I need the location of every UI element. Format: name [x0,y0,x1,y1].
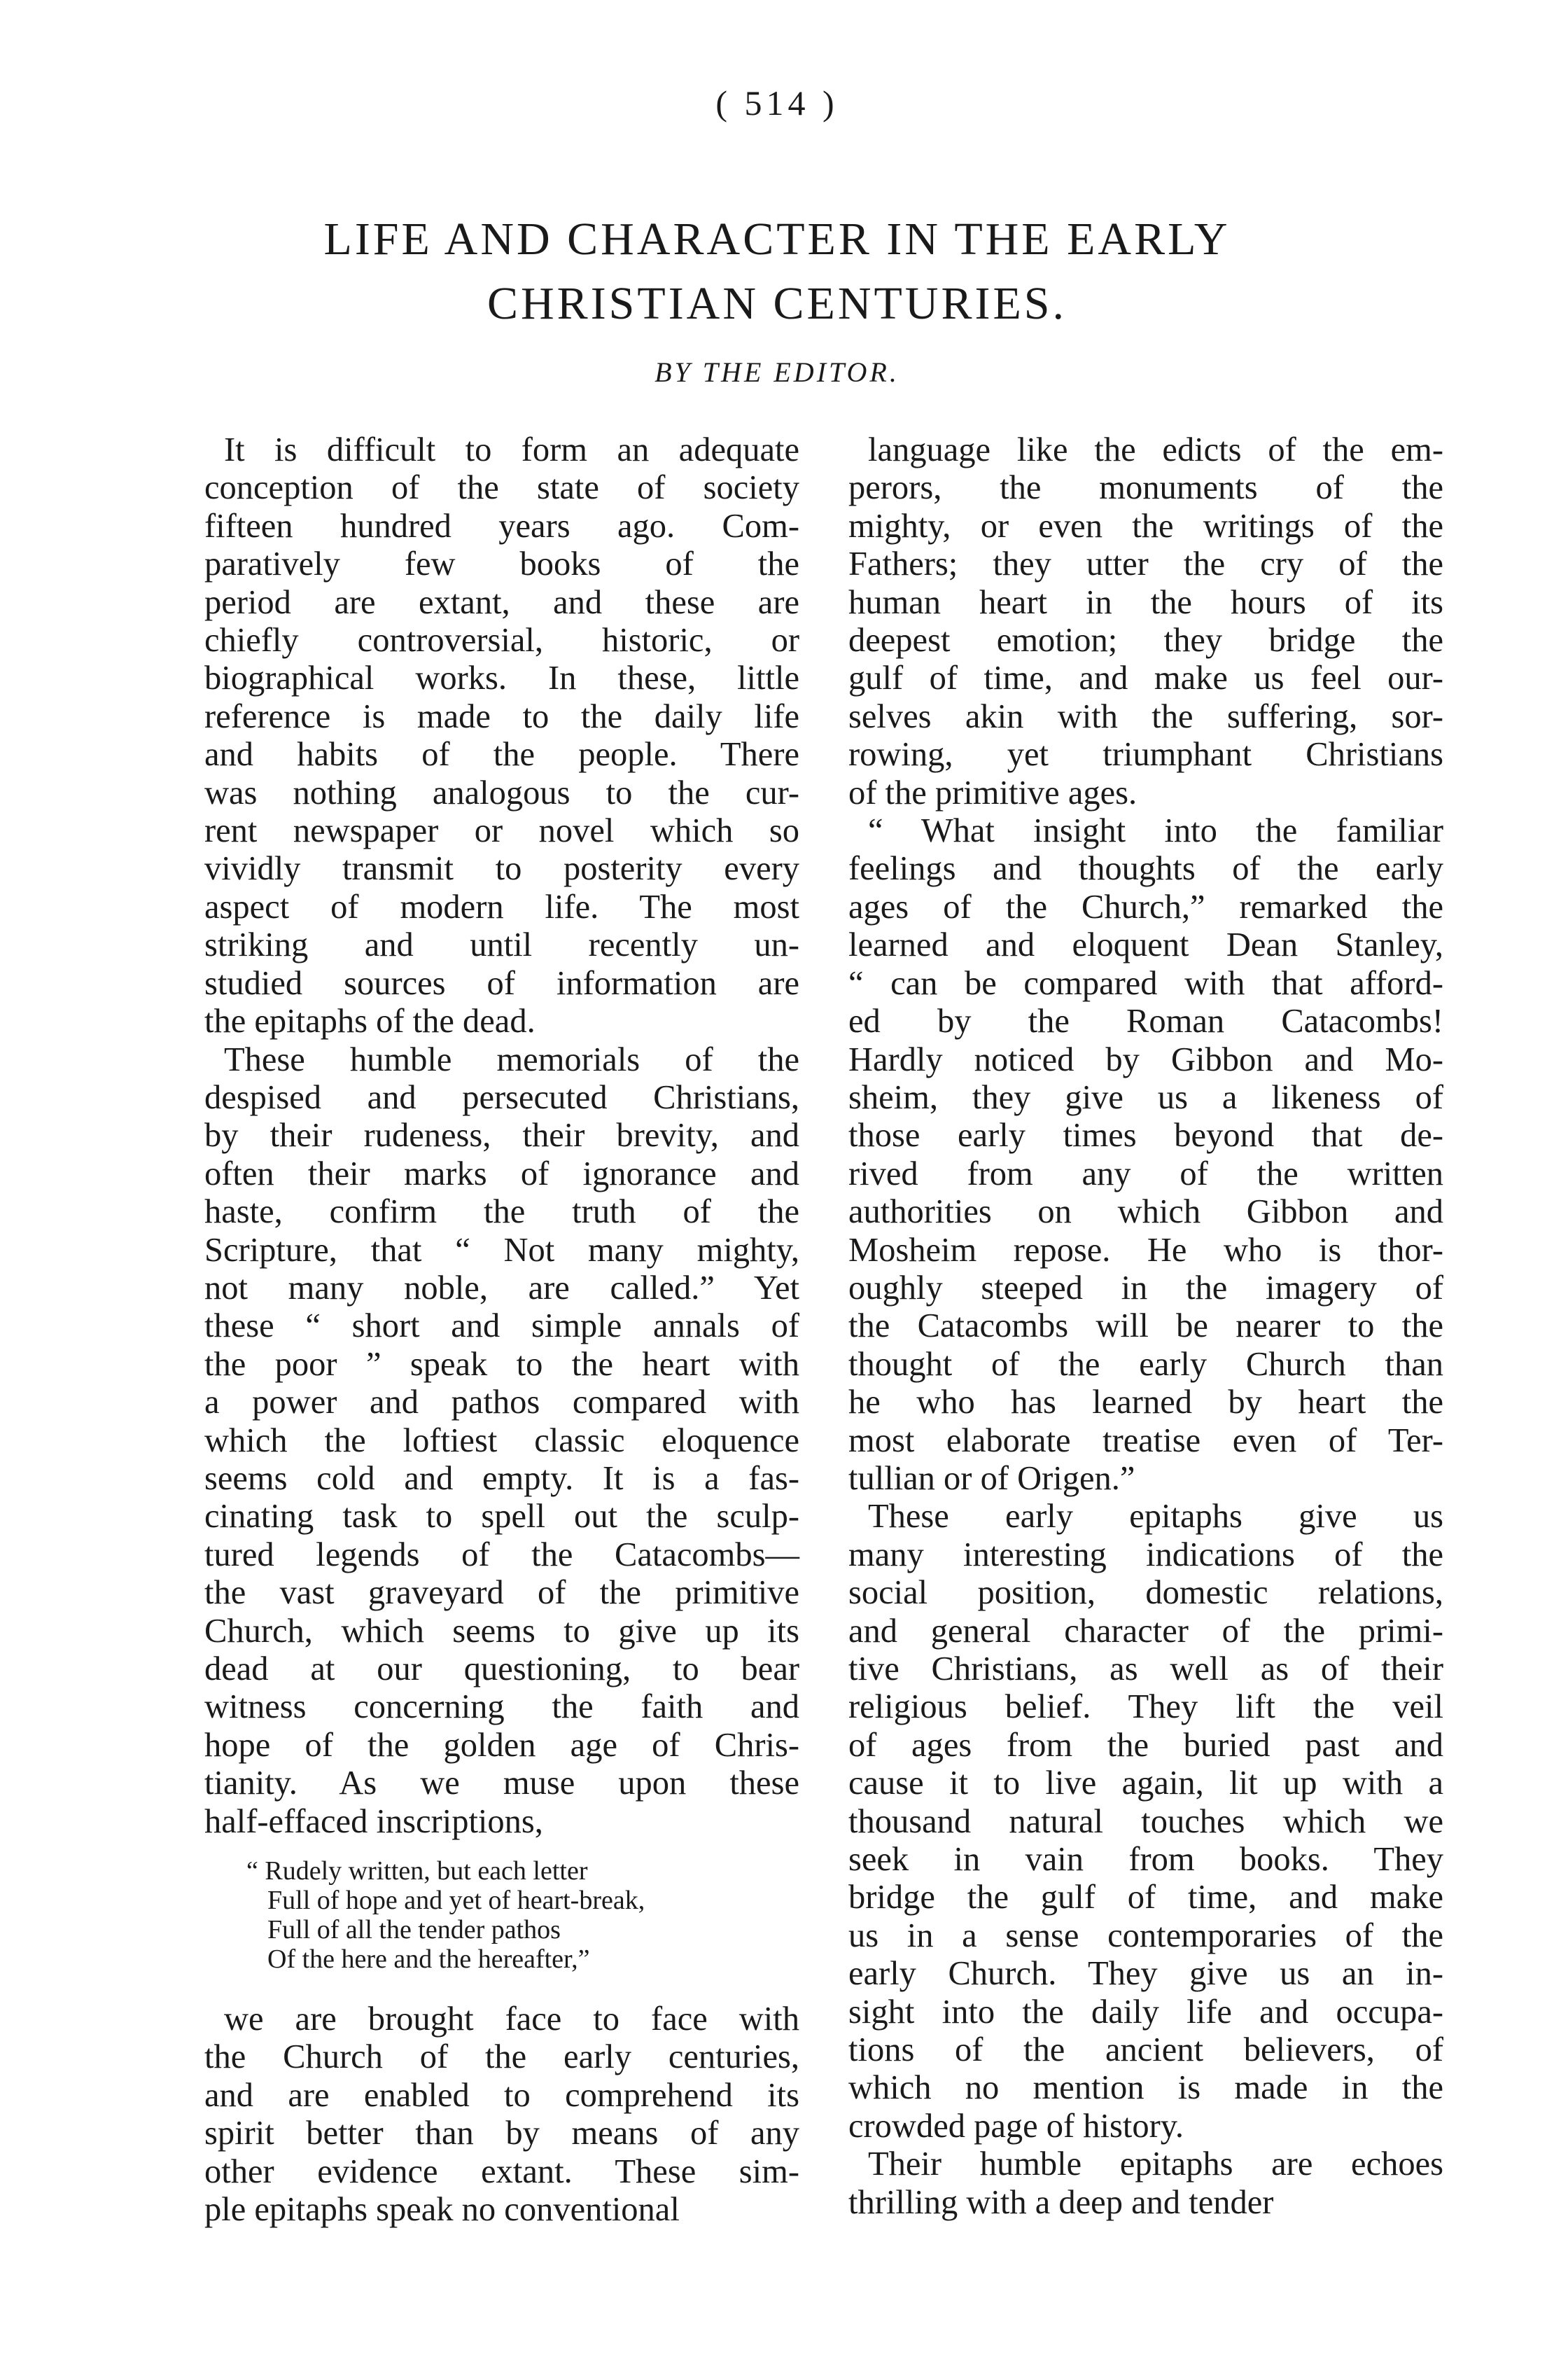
text-line: “ can be compared with that afford- [848,964,1443,1002]
text-line: ple epitaphs speak no conventional [204,2191,680,2229]
text-line: feelings and thoughts of the early [848,850,1443,888]
text-line: dead at our questioning, to bear [204,1650,799,1687]
text-line: most elaborate treatise even of Ter- [848,1421,1443,1459]
text-line: sight into the daily life and occupa- [848,1993,1443,2031]
text-line: social position, domestic relations, [848,1574,1443,1612]
text-line: which the loftiest classic eloquence [204,1421,799,1459]
text-line: thrilling with a deep and tender [848,2183,1274,2221]
text-line: cinating task to spell out the sculp- [204,1498,799,1536]
text-line: despised and persecuted Christians, [204,1078,799,1116]
text-line: conception of the state of society [204,469,799,507]
text-line: seems cold and empty. It is a fas- [204,1459,799,1497]
text-line: half-effaced inscriptions, [204,1802,543,1840]
text-line: other evidence extant. These sim- [204,2152,799,2190]
text-line: language like the edicts of the em- [868,431,1443,468]
verse-line: “ Rudely written, but each letter [246,1856,588,1886]
byline: BY THE EDITOR. [654,356,899,388]
text-line: These early epitaphs give us [868,1498,1443,1536]
text-line: we are brought face to face with [224,2000,799,2038]
text-line: the epitaphs of the dead. [204,1003,536,1041]
text-line: of the primitive ages. [848,774,1138,812]
text-line: often their marks of ignorance and [204,1155,799,1192]
text-line: authorities on which Gibbon and [848,1193,1443,1231]
text-line: tions of the ancient believers, of [848,2031,1443,2069]
text-line: ages of the Church,” remarked the [848,888,1443,926]
text-line: Fathers; they utter the cry of the [848,545,1443,583]
text-line: tullian or of Origen.” [848,1459,1135,1497]
text-line: haste, confirm the truth of the [204,1193,799,1231]
text-line: studied sources of information are [204,964,799,1002]
verse-line: Of the here and the hereafter,” [267,1944,590,1975]
text-line: by their rudeness, their brevity, and [204,1117,799,1155]
text-line: these “ short and simple annals of [204,1307,799,1345]
text-line: oughly steeped in the imagery of [848,1269,1443,1307]
text-line: mighty, or even the writings of the [848,507,1443,545]
text-line: us in a sense contemporaries of the [848,1916,1443,1954]
text-line: was nothing analogous to the cur- [204,774,799,812]
text-line: and general character of the primi- [848,1612,1443,1650]
paragraph [848,2145,1443,2222]
left-column [204,431,799,2229]
text-line: Scripture, that “ Not many mighty, [204,1231,799,1269]
text-line: the poor ” speak to the heart with [204,1345,799,1383]
paragraph [848,1498,1443,2145]
text-line: selves akin with the suffering, sor- [848,697,1443,735]
text-line: the vast graveyard of the primitive [204,1574,799,1612]
paragraph [204,2000,799,2229]
text-line: those early times beyond that de- [848,1117,1443,1155]
text-line: reference is made to the daily life [204,697,799,735]
text-line: early Church. They give us an in- [848,1955,1443,1993]
text-line: gulf of time, and make us feel our- [848,660,1443,697]
text-line: tive Christians, as well as of their [848,1650,1443,1687]
article-title [0,207,1554,336]
text-line: paratively few books of the [204,545,799,583]
text-line: Hardly noticed by Gibbon and Mo- [848,1041,1443,1078]
text-line: sheim, they give us a likeness of [848,1078,1443,1116]
text-line: tured legends of the Catacombs— [204,1536,799,1573]
text-line: he who has learned by heart the [848,1384,1443,1421]
text-line: hope of the golden age of Chris- [204,1726,799,1764]
verse-line: Full of all the tender pathos [267,1915,561,1945]
text-line: religious belief. They lift the veil [848,1688,1443,1726]
text-line: thought of the early Church than [848,1345,1443,1383]
text-line: These humble memorials of the [224,1041,799,1078]
text-line: Church, which seems to give up its [204,1612,799,1650]
title-line: CHRISTIAN CENTURIES. [486,278,1067,329]
text-line: rived from any of the written [848,1155,1443,1192]
text-line: and are enabled to comprehend its [204,2076,799,2114]
text-line: which no mention is made in the [848,2069,1443,2107]
text-line: It is difficult to form an adequate [224,431,799,468]
text-line: rent newspaper or novel which so [204,812,799,850]
text-line: the Church of the early centuries, [204,2038,799,2076]
text-line: spirit better than by means of any [204,2115,799,2152]
text-line: Their humble epitaphs are echoes [868,2145,1443,2183]
text-line: deepest emotion; they bridge the [848,622,1443,660]
text-line: a power and pathos compared with [204,1384,799,1421]
text-line: cause it to live again, lit up with a [848,1765,1443,1802]
text-line: rowing, yet triumphant Christians [848,736,1443,774]
text-line: not many noble, are called.” Yet [204,1269,799,1307]
text-line: witness concerning the faith and [204,1688,799,1726]
text-line: human heart in the hours of its [848,583,1443,621]
text-line: period are extant, and these are [204,583,799,621]
text-line: vividly transmit to posterity every [204,850,799,888]
text-line: “ What insight into the familiar [868,812,1443,850]
text-line: many interesting indications of the [848,1536,1443,1573]
paragraph [848,431,1443,812]
text-line: perors, the monuments of the [848,469,1443,507]
text-line: tianity. As we muse upon these [204,1765,799,1802]
text-line: crowded page of history. [848,2107,1184,2145]
text-line: aspect of modern life. The most [204,888,799,926]
paragraph [204,1041,799,1842]
paragraph [204,431,799,1041]
text-line: learned and eloquent Dean Stanley, [848,926,1443,964]
text-line: chiefly controversial, historic, or [204,622,799,660]
page-number: ( 514 ) [715,83,839,123]
paragraph [848,812,1443,1498]
text-line: the Catacombs will be nearer to the [848,1307,1443,1345]
text-line: and habits of the people. There [204,736,799,774]
text-line: thousand natural touches which we [848,1802,1443,1840]
text-line: striking and until recently un- [204,926,799,964]
text-line: bridge the gulf of time, and make [848,1879,1443,1916]
verse-line: Full of hope and yet of heart-break, [267,1886,645,1916]
text-line: fifteen hundred years ago. Com- [204,507,799,545]
title-line: LIFE AND CHARACTER IN THE EARLY [323,214,1231,265]
text-line: biographical works. In these, little [204,660,799,697]
text-line: ed by the Roman Catacombs! [848,1003,1443,1041]
text-line: seek in vain from books. They [848,1841,1443,1879]
text-line: Mosheim repose. He who is thor- [848,1231,1443,1269]
text-line: of ages from the buried past and [848,1726,1443,1764]
verse-quotation [204,1856,799,1974]
right-column [848,431,1443,2222]
